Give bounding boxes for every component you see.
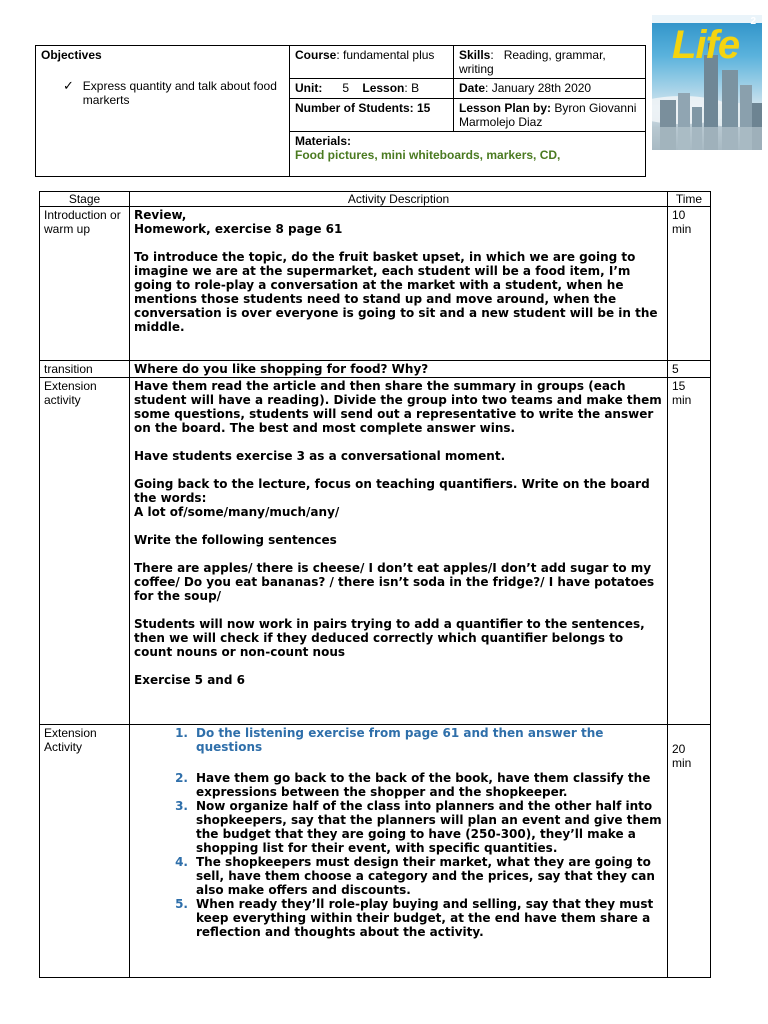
list-number: 5. [175,897,188,911]
paragraph [134,435,663,449]
date-label: Date [459,81,486,95]
paragraph [134,236,663,250]
objective-item: Express quantity and talk about food markerts [82,79,277,107]
paragraph: Have students exercise 3 as a conversational moment. [134,449,506,463]
lesson-plan-author: Byron Giovanni Marmolejo Diaz [459,101,637,129]
paragraph: Exercise 5 and 6 [134,673,245,687]
paragraph [134,547,663,561]
lesson-plan-label: Lesson Plan by: [459,101,552,115]
list-number: 2. [175,771,188,785]
date-value: January 28th 2020 [491,81,592,95]
lesson-plan-cell [454,99,646,132]
students-count: Number of Students: 15 [290,99,454,132]
table-row [40,207,711,361]
paragraph [134,519,663,533]
header-stage: Stage [40,192,130,207]
list-number: 4. [175,855,188,869]
paragraph: Write the following sentences [134,533,337,547]
list-item [134,897,663,939]
activity-cell [130,207,668,361]
time-cell: 5 [668,361,711,378]
list-text: Now organize half of the class into planners and the other half into shopkeepers, say that the planners will plan an event and give them the budget that they are going to have (250-300), they’ll make a shopping list for their event, with specific quantities. [196,799,662,855]
paragraph: Going back to the lecture, focus on teaching quantifiers. Write on the board the words: [134,477,650,505]
time-cell: 10 min [668,207,711,361]
paragraph: There are apples/ there is cheese/ I don’t eat apples/I don’t add sugar to my coffee/ Do you eat bananas? / there isn’t soda in the fridge?/ I have potatoes for the soup/ [134,561,655,603]
list-item [134,855,663,897]
unit-value: 5 [342,81,350,95]
paragraph [134,659,663,673]
course-label: Course [295,48,337,62]
list-text: Do the listening exercise from page 61 and then answer the questions [196,726,604,754]
skills-value: Reading, grammar, writing [459,48,606,76]
cover-number: 2 [750,16,756,27]
materials-value: Food pictures, mini whiteboards, markers, CD, [295,148,561,162]
paragraph [134,463,663,477]
list-text: Have them go back to the back of the book, have them classify the expressions between the shopper and the shopkeeper. [196,771,651,799]
activity-cell [130,725,668,978]
stage-cell: Introduction or warm up [40,207,130,361]
objectives-cell [36,46,290,177]
paragraph: Students will now work in pairs trying to add a quantifier to the sentences, then we will check if they deduced correctly which quantifier belongs to count nouns or non-count nous [134,617,645,659]
materials-cell [290,132,646,177]
time-cell: 20 min [668,725,711,978]
table-row [40,378,711,725]
list-number: 1. [175,726,188,740]
list-text: The shopkeepers must design their market, what they are going to sell, have them choose a category and the prices, say that they can also make offers and discounts. [196,855,655,897]
stage-cell: transition [40,361,130,378]
activity-cell: Where do you like shopping for food? Why? [130,361,668,378]
list-spacer [134,754,663,771]
cover-title: Life [672,23,740,67]
activity-cell [130,378,668,725]
numbered-list [134,726,663,939]
lesson-header-table [35,45,646,177]
list-text: When ready they’ll role-play buying and selling, say that they must keep everything within their budget, at the end have them share a reflection and thoughts about the activity. [196,897,654,939]
unit-lesson-cell: Unit: 5 Lesson: B [290,79,454,99]
objectives-heading: Objectives [41,48,102,62]
skills-label: Skills [459,48,491,62]
time-cell: 15 min [668,378,711,725]
paragraph: A lot of/some/many/much/any/ [134,505,340,519]
header-time: Time [668,192,711,207]
list-item [134,799,663,855]
lesson-value: B [411,81,420,95]
header-activity: Activity Description [130,192,668,207]
stage-cell: Extension Activity [40,725,130,978]
date-cell: Date: January 28th 2020 [454,79,646,99]
course-value: fundamental plus [343,48,435,62]
paragraph [134,603,663,617]
materials-label: Materials: [295,134,352,148]
course-cell: Course: fundamental plus [290,46,454,79]
paragraph: Review, [134,208,187,222]
paragraph: Have them read the article and then share the summary in groups (each student will have a reading). Divide the group into two teams and make them some questions, students will send out a representative to write the answer on the board. The best and most complete answer wins. [134,379,662,435]
check-icon: ✓ [63,78,74,93]
activity-table [39,191,711,978]
lesson-label: Lesson [362,81,405,95]
table-row [40,725,711,978]
list-item [134,726,663,754]
stage-cell: Extension activity [40,378,130,725]
table-row [40,361,711,378]
book-cover-image [652,15,762,150]
paragraph: To introduce the topic, do the fruit basket upset, in which we are going to imagine we are at the supermarket, each student will be a food item, I’m going to role-play a conversation at the market with a student, when he mentions those students need to stand up and move around, when the conversation is over everyone is going to sit and a new student will be in the middle. [134,250,658,334]
unit-label: Unit: [295,81,323,95]
table-header-row [40,192,711,207]
list-item [134,771,663,799]
list-number: 3. [175,799,188,813]
skills-cell: Skills: Reading, grammar, writing [454,46,646,79]
paragraph: Homework, exercise 8 page 61 [134,222,343,236]
